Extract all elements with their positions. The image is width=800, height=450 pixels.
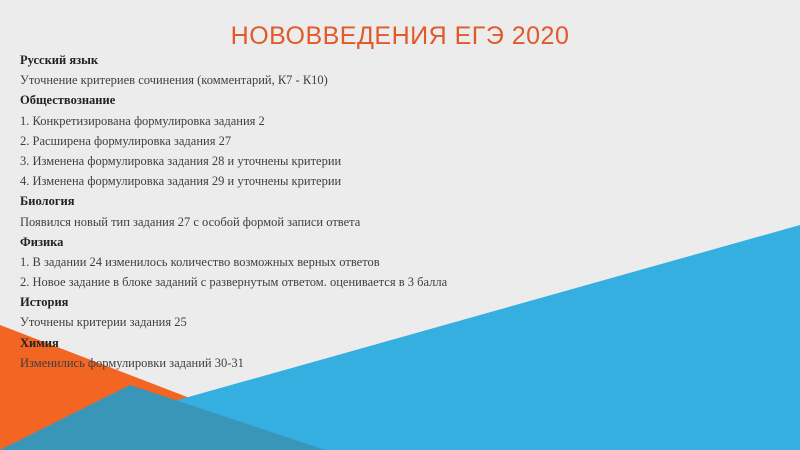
slide-title: НОВОВВЕДЕНИЯ ЕГЭ 2020: [230, 22, 570, 50]
section-item: 1. В задании 24 изменилось количество возможных верных ответов: [20, 254, 380, 269]
section-heading-social-studies: Обществознание: [20, 93, 116, 108]
section-item: Появился новый тип задания 27 с особой формой записи ответа: [20, 214, 361, 229]
section-heading-physics: Физика: [20, 234, 64, 249]
section-item: 3. Изменена формулировка задания 28 и уточнены критерии: [20, 153, 342, 168]
section-heading-chemistry: Химия: [20, 335, 59, 350]
section-item: 1. Конкретизирована формулировка задания 2: [20, 113, 265, 128]
section-item: Уточнение критериев сочинения (комментарий, К7 - К10): [20, 73, 328, 88]
section-item: 2. Новое задание в блоке заданий с развернутым ответом. оценивается в 3 балла: [20, 275, 448, 290]
section-heading-russian: Русский язык: [20, 53, 99, 67]
section-heading-history: История: [20, 295, 69, 310]
section-item: Изменились формулировки заданий 30-31: [20, 355, 244, 370]
section-item: 4. Изменена формулировка задания 29 и уточнены критерии: [20, 174, 342, 189]
slide-content: [20, 50, 780, 373]
section-item: Уточнены критерии задания 25: [20, 315, 187, 330]
section-heading-biology: Биология: [20, 194, 75, 209]
section-item: 2. Расширена формулировка задания 27: [20, 133, 232, 148]
